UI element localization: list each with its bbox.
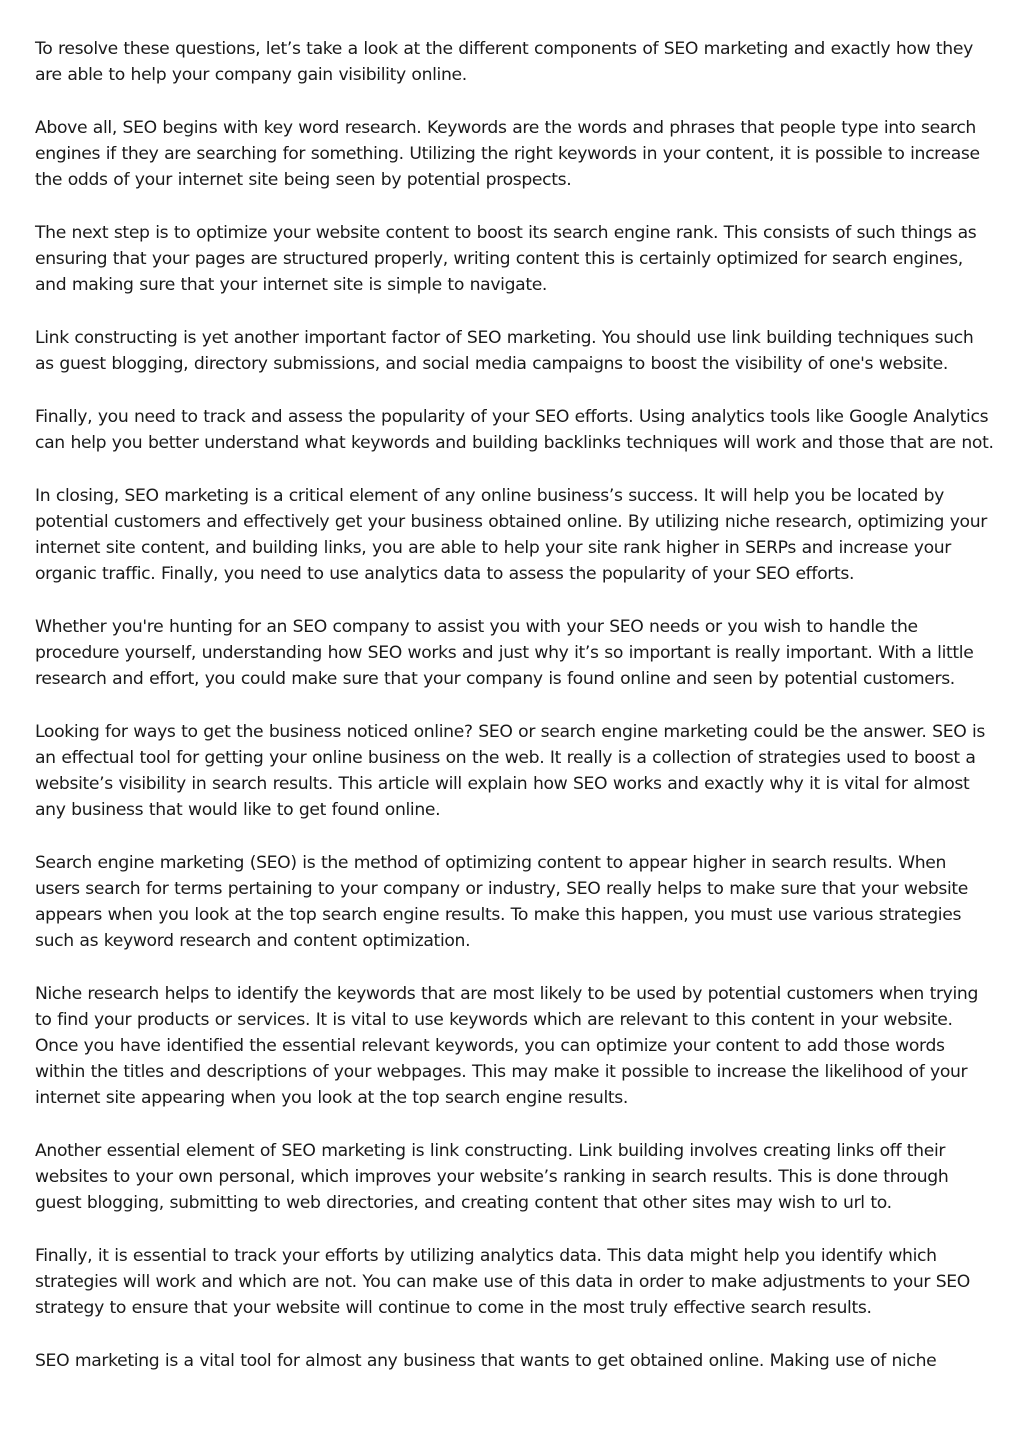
paragraph-niche-research: Niche research helps to identify the keywords that are most likely to be used by potential customers when trying to find your products or services. It is vital to use keywords which are relevant to this content in your website. Once you have identified the essential relevant keywords, you can optimize your content to add those words within the titles and descriptions of your webpages. This may make it possible to increase the likelihood of your internet site appearing when you look at the top search engine results. xyxy=(35,984,979,1108)
paragraph-track-assess: Finally, you need to track and assess the popularity of your SEO efforts. Using analytics tools like Google Analytics can help you better understand what keywords and building backlinks techniques will work and those that are not. xyxy=(35,407,994,453)
paragraph-components-intro: To resolve these questions, let’s take a look at the different components of SEO marketing and exactly how they are able to help your company gain visibility online. xyxy=(35,39,973,85)
paragraph-keyword-research: Above all, SEO begins with key word research. Keywords are the words and phrases that people type into search engines if they are searching for something. Utilizing the right keywords in your content, it is possible to increase the odds of your internet site being seen by potential prospects. xyxy=(35,118,980,190)
paragraph-seo-company: Whether you're hunting for an SEO company to assist you with your SEO needs or you wish to handle the procedure yourself, understanding how SEO works and just why it’s so important is really important. With a little research and effort, you could make sure that your company is found online and seen by potential customers. xyxy=(35,617,974,689)
paragraph-link-building: Another essential element of SEO marketing is link constructing. Link building involves creating links off their websites to your own personal, which improves your website’s ranking in search results. This is done through guest blogging, submitting to web directories, and creating content that other sites may wish to url to. xyxy=(35,1141,949,1213)
paragraph-get-noticed: Looking for ways to get the business noticed online? SEO or search engine marketing could be the answer. SEO is an effectual tool for getting your online business on the web. It really is a collection of strategies used to boost a website’s visibility in search results. This article will explain how SEO works and exactly why it is vital for almost any business that would like to get found online. xyxy=(35,722,986,820)
paragraph-vital-tool: SEO marketing is a vital tool for almost any business that wants to get obtained online. Making use of niche xyxy=(35,1351,937,1371)
paragraph-optimize-content: The next step is to optimize your website content to boost its search engine rank. This consists of such things as ensuring that your pages are structured properly, writing content this is certainly optimized for search engines, and making sure that your internet site is simple to navigate. xyxy=(35,223,977,295)
paragraph-analytics-data: Finally, it is essential to track your efforts by utilizing analytics data. This data might help you identify which strategies will work and which are not. You can make use of this data in order to make adjustments to your SEO strategy to ensure that your website will continue to come in the most truly effective search results. xyxy=(35,1246,970,1318)
paragraph-search-engine-marketing: Search engine marketing (SEO) is the method of optimizing content to appear higher in search results. When users search for terms pertaining to your company or industry, SEO really helps to make sure that your website appears when you look at the top search engine results. To make this happen, you must use various strategies such as keyword research and content optimization. xyxy=(35,853,969,951)
paragraph-in-closing: In closing, SEO marketing is a critical element of any online business’s success. It will help you be located by potential customers and effectively get your business obtained online. By utilizing niche research, optimizing your internet site content, and building links, you are able to help your site rank higher in SERPs and increase your organic traffic. Finally, you need to use analytics data to assess the popularity of your SEO efforts. xyxy=(35,486,987,584)
paragraph-link-constructing: Link constructing is yet another important factor of SEO marketing. You should use link building techniques such as guest blogging, directory submissions, and social media campaigns to boost the visibility of one's website. xyxy=(35,328,974,374)
